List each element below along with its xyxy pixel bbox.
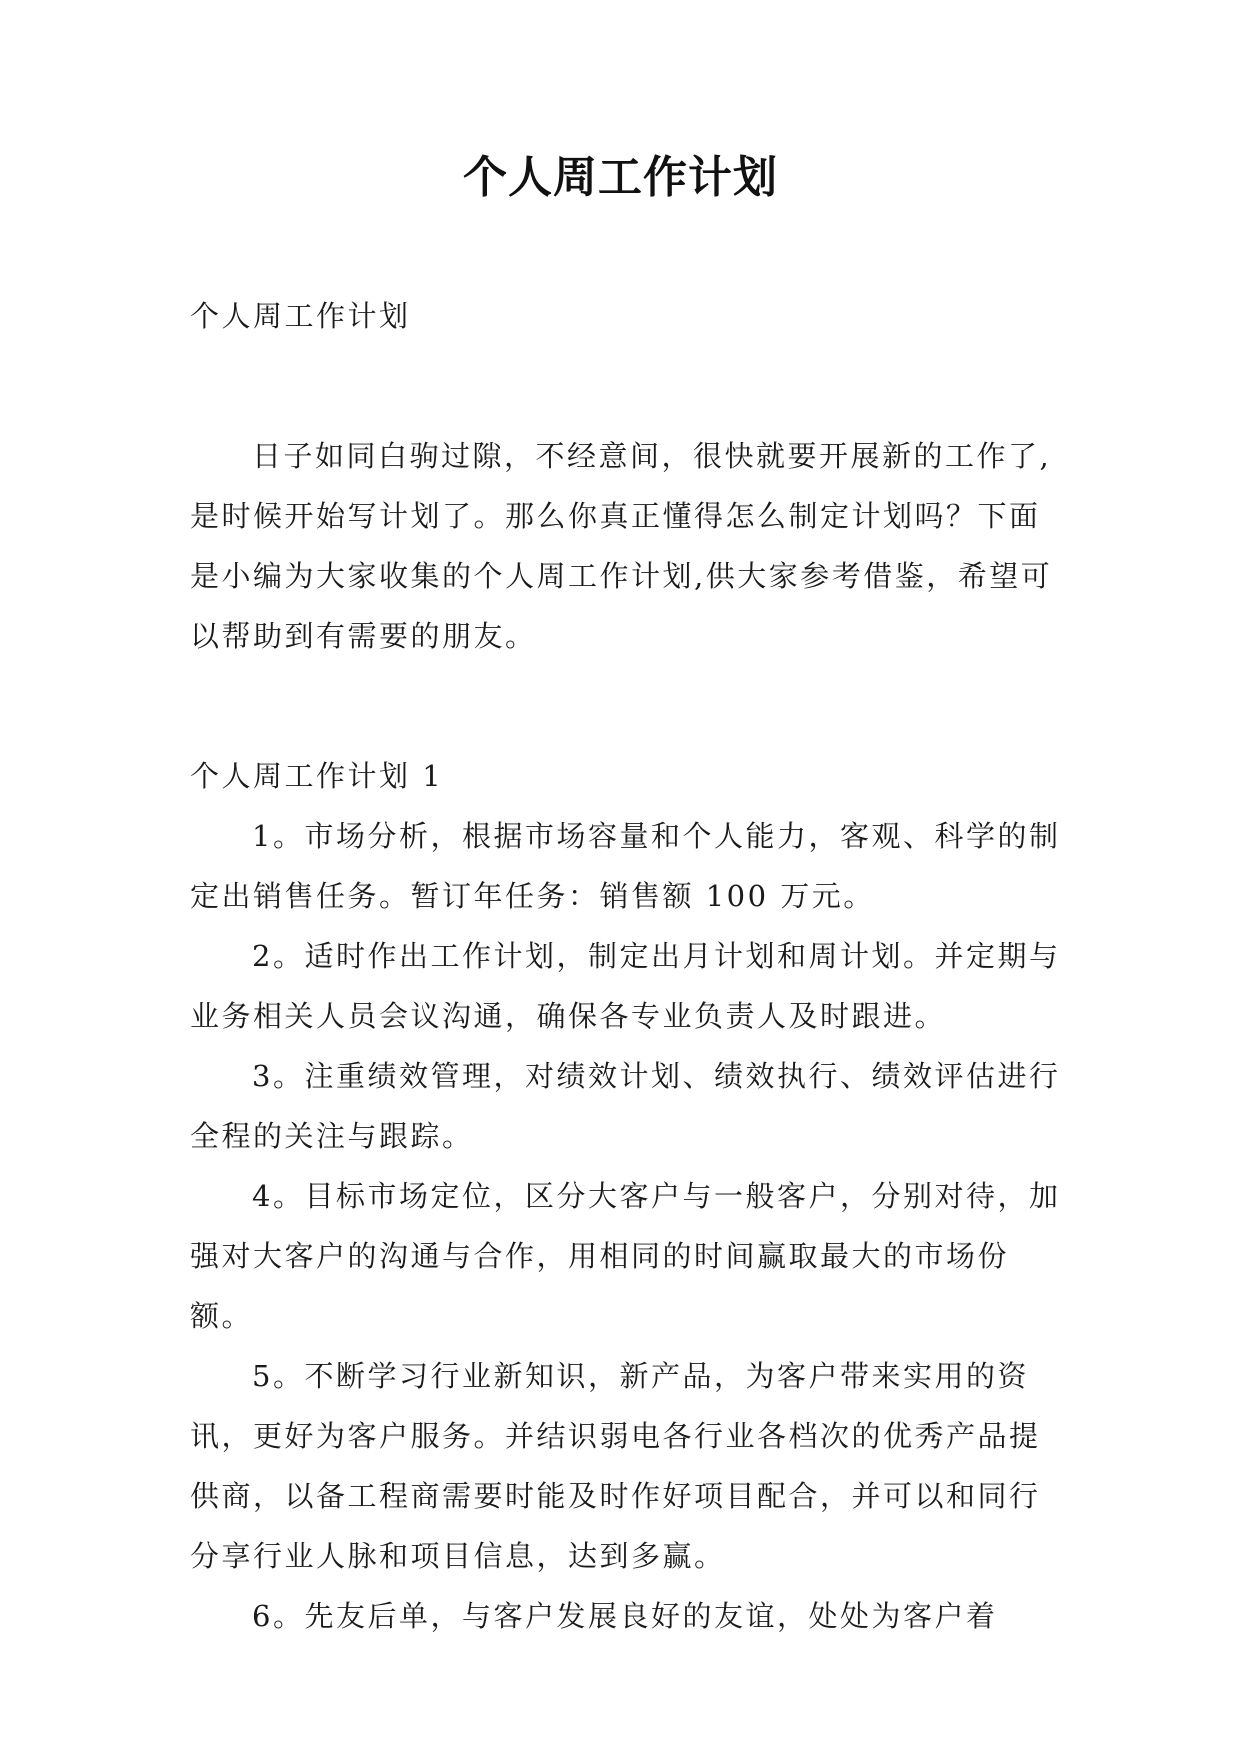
plan-item-1: 1。市场分析，根据市场容量和个人能力，客观、科学的制定出销售任务。暂订年任务：销售额 100 万元。: [190, 819, 1061, 913]
plan-item-5: 5。不断学习行业新知识，新产品，为客户带来实用的资讯，更好为客户服务。并结识弱电各行业各档次的优秀产品提供商，以备工程商需要时能及时作好项目配合，并可以和同行分享行业人脉和项目信息，达到多赢。: [190, 1359, 1041, 1573]
section-heading: 个人周工作计划 1: [190, 759, 444, 793]
document-title: 个人周工作计划: [463, 152, 778, 203]
plan-item-2: 2。适时作出工作计划，制定出月计划和周计划。并定期与业务相关人员会议沟通，确保各专业负责人及时跟进。: [190, 939, 1061, 1033]
plan-item-4: 4。目标市场定位，区分大客户与一般客户，分别对待，加强对大客户的沟通与合作，用相同的时间赢取最大的市场份额。: [190, 1179, 1061, 1333]
intro-paragraph: 日子如同白驹过隙，不经意间，很快就要开展新的工作了,是时候开始写计划了。那么你真正懂得怎么制定计划吗？下面是小编为大家收集的个人周工作计划,供大家参考借鉴，希望可以帮助到有需要的朋友。: [190, 439, 1053, 653]
spacer: [190, 666, 1070, 746]
plan-item-6: 6。先友后单，与客户发展良好的友谊，处处为客户着: [252, 1599, 998, 1633]
plan-item-3: 3。注重绩效管理，对绩效计划、绩效执行、绩效评估进行全程的关注与跟踪。: [190, 1059, 1061, 1153]
document-subtitle: 个人周工作计划: [190, 299, 411, 333]
spacer: [190, 346, 1070, 426]
document-body: [190, 286, 1070, 1646]
